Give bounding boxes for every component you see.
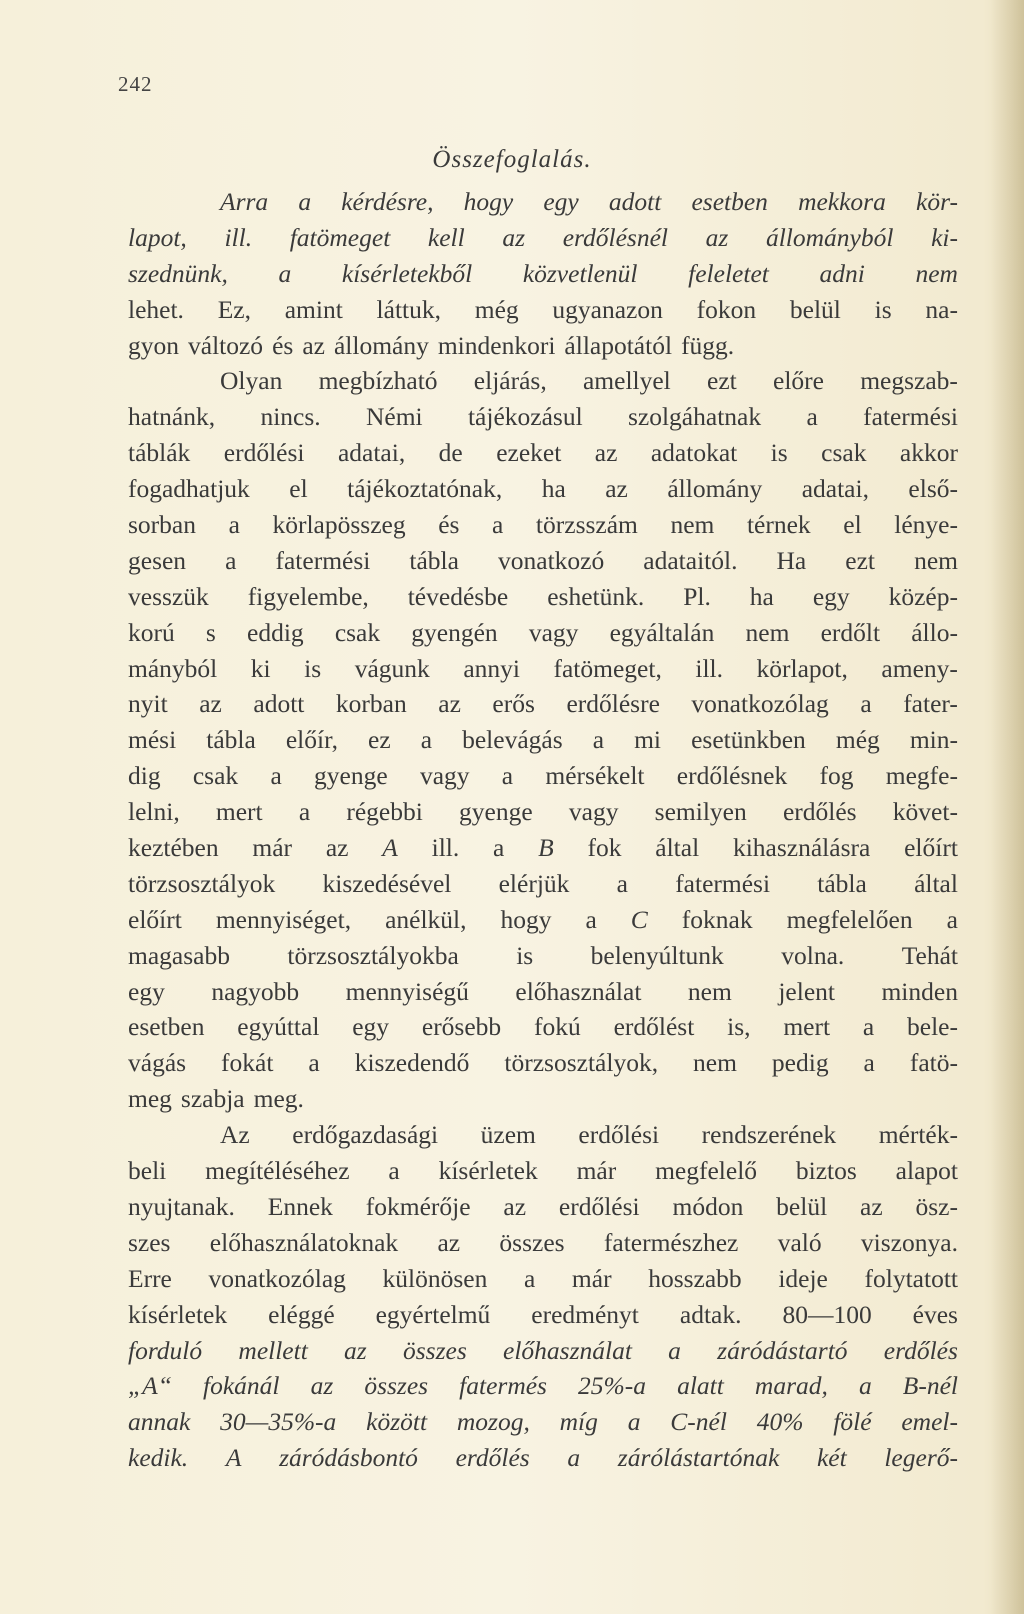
text-line: vesszük figyelembe, tévedésbe eshetünk. Pl. ha egy közép- [128, 581, 958, 611]
text-line: szednünk, a kísérletekből közvetlenül feleletet adni nem [128, 258, 958, 288]
text-line: kísérletek eléggé egyértelmű eredményt adtak. 80—100 éves [128, 1299, 958, 1329]
text-line: hatnánk, nincs. Némi tájékozásul szolgáhatnak a fatermési [128, 402, 958, 432]
text-line: mési tábla előír, ez a belevágás a mi esetünkben még min- [128, 725, 958, 755]
text-line: táblák erdőlési adatai, de ezeket az adatokat is csak akkor [128, 438, 958, 468]
text-line: keztében már az A ill. a B fok által kihasználásra előírt [128, 833, 958, 863]
text-line: fogadhatjuk el tájékoztatónak, ha az állomány adatai, első- [128, 474, 958, 504]
page-number: 242 [118, 72, 153, 96]
text-line: magasabb törzsosztályokba is belenyúltunk volna. Tehát [128, 940, 958, 970]
text-line: Erre vonatkozólag különösen a már hosszabb ideje folytatott [128, 1263, 958, 1293]
text-line: dig csak a gyenge vagy a mérsékelt erdőlésnek fog megfe- [128, 761, 958, 791]
text-line: „A“ fokánál az összes fatermés 25%-a alatt marad, a B-nél [128, 1371, 958, 1401]
text-line: gesen a fatermési tábla vonatkozó adataitól. Ha ezt nem [128, 545, 958, 575]
text-line: Az erdőgazdasági üzem erdőlési rendszerének mérték- [220, 1120, 958, 1150]
text-line: vágás fokát a kiszedendő törzsosztályok, nem pedig a fatö- [128, 1048, 958, 1078]
section-title: Összefoglalás. [432, 146, 592, 173]
text-line: beli megítéléséhez a kísérletek már megfelelő biztos alapot [128, 1156, 958, 1186]
text-line: gyon változó és az állomány mindenkori állapotától függ. [128, 330, 735, 360]
text-line: annak 30—35%-a között mozog, míg a C-nél 40% fölé emel- [128, 1407, 958, 1437]
text-line: meg szabja meg. [128, 1084, 304, 1114]
text-line: lehet. Ez, amint láttuk, még ugyanazon fokon belül is na- [128, 294, 958, 324]
text-line: előírt mennyiséget, anélkül, hogy a C foknak megfelelően a [128, 904, 958, 934]
text-line: korú s eddig csak gyengén vagy egyáltalán nem erdőlt állo- [128, 617, 958, 647]
text-line: egy nagyobb mennyiségű előhasználat nem jelent minden [128, 976, 958, 1006]
text-line: lapot, ill. fatömeget kell az erdőlésnél az állományból ki- [128, 222, 958, 252]
text-line: mányból ki is vágunk annyi fatömeget, ill. körlapot, ameny- [128, 653, 958, 683]
text-line: Olyan megbízható eljárás, amellyel ezt előre megszab- [220, 366, 958, 396]
text-line: szes előhasználatoknak az összes fatermészhez való viszonya. [128, 1227, 958, 1257]
page-edge-shadow [990, 0, 1024, 1614]
text-line: kedik. A záródásbontó erdőlés a zárólástartónak két legerő- [128, 1443, 958, 1473]
text-line: Arra a kérdésre, hogy egy adott esetben mekkora kör- [220, 187, 958, 216]
text-line: nyit az adott korban az erős erdőlésre vonatkozólag a fater- [128, 689, 958, 719]
text-line: sorban a körlapösszeg és a törzsszám nem térnek el lénye- [128, 510, 958, 540]
text-line: esetben egyúttal egy erősebb fokú erdőlést is, mert a bele- [128, 1012, 958, 1042]
body-text [128, 184, 958, 1476]
text-line: nyujtanak. Ennek fokmérője az erdőlési módon belül az ösz- [128, 1191, 958, 1221]
text-line: forduló mellett az összes előhasználat a záródástartó erdőlés [128, 1335, 958, 1365]
text-line: lelni, mert a régebbi gyenge vagy semilyen erdőlés követ- [128, 797, 958, 827]
text-line: törzsosztályok kiszedésével elérjük a fatermési tábla által [128, 868, 958, 898]
